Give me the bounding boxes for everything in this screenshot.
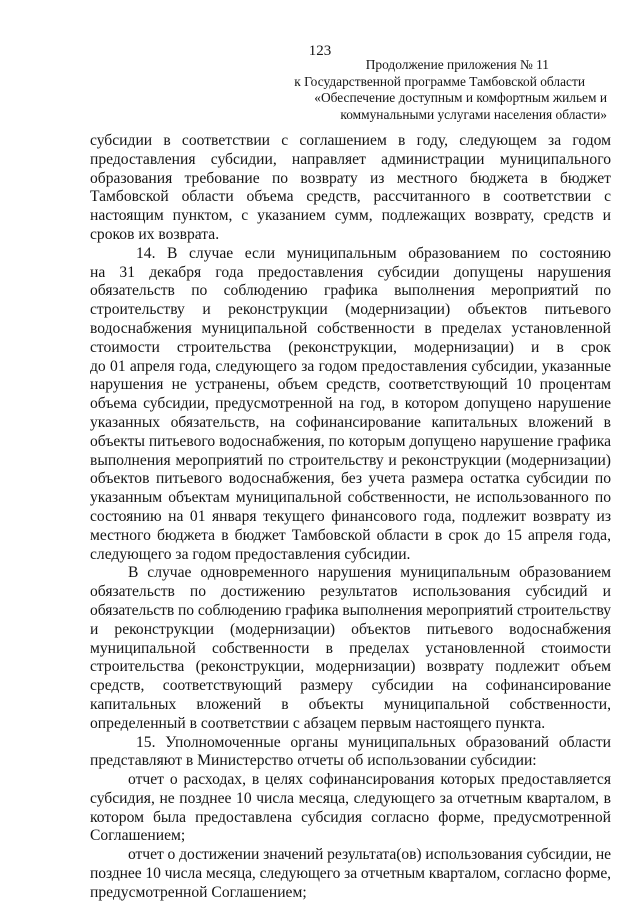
text-line: стоимости строительства (реконструкции, модернизации) и в срок: [90, 338, 611, 356]
paragraph-start: В случае одновременного нарушения муниципальным образованием: [128, 564, 611, 582]
text-line: обязательств по соблюдению графика выполнения мероприятий строительству: [90, 601, 611, 619]
text-line: сроков их возврата.: [90, 225, 220, 243]
text-line: строительства (реконструкции, модернизации) возврату подлежит объем: [90, 658, 611, 676]
text-line: местного бюджета в бюджет Тамбовской области в срок до 15 апреля года,: [90, 526, 611, 544]
text-line: нарушения не устранены, объем средств, соответствующий 10 процентам: [90, 376, 611, 394]
text-line: объекты питьевого водоснабжения, по которым допущено нарушение графика: [90, 432, 611, 450]
text-line: водоснабжения муниципальной собственности в пределах установленной: [90, 319, 611, 337]
text-line: строительству и реконструкции (модернизации) объектов питьевого: [90, 301, 611, 319]
text-line: указанных обязательств, на софинансирование капитальных вложений в: [90, 413, 611, 431]
paragraph-start: отчет о достижении значений результата(ов) использования субсидии, не: [128, 846, 611, 864]
document-body: [90, 132, 611, 903]
text-line: средств, соответствующий размеру субсидии на софинансирование: [90, 677, 611, 695]
text-line: капитальных вложений в объекты муниципальной собственности,: [90, 695, 611, 713]
text-line: настоящим пунктом, с указанием сумм, подлежащих возврату, средств и: [90, 207, 611, 225]
text-line: позднее 10 числа месяца, следующего за отчетным кварталом, согласно форме,: [90, 865, 611, 883]
text-line: состоянию на 01 января текущего финансового года, подлежит возврату из: [90, 507, 611, 525]
text-line: обязательств по достижению результатов использования субсидий и: [90, 583, 611, 601]
text-line: предусмотренной Соглашением;: [90, 883, 307, 901]
text-line: субсидии в соответствии с соглашением в году, следующем за годом: [90, 132, 611, 149]
text-line: обязательств по соблюдению графика выполнения мероприятий по: [90, 282, 611, 300]
text-line: определенный в соответствии с абзацем первым настоящего пункта.: [90, 714, 546, 732]
text-line: указанным объектам муниципальной собственности, не использованного по: [90, 489, 611, 507]
text-line: Соглашением;: [90, 827, 186, 845]
text-line: котором была предоставлена субсидия согласно форме, предусмотренной: [90, 808, 611, 826]
text-line: объектов питьевого водоснабжения, без учета размера остатка субсидии по: [90, 470, 611, 488]
paragraph-14-start: 14. В случае если муниципальным образованием по состоянию: [136, 244, 611, 262]
appendix-header: [277, 57, 607, 123]
text-line: муниципальной собственности в пределах установленной стоимости: [90, 639, 611, 657]
page-number: 123: [308, 43, 332, 59]
header-line: коммунальными услугами населения области»: [340, 106, 607, 122]
paragraph-15-start: 15. Уполномоченные органы муниципальных образований области: [136, 733, 611, 751]
text-line: и реконструкции (модернизации) объектов питьевого водоснабжения: [90, 620, 611, 638]
text-line: следующего за годом предоставления субсидии.: [90, 545, 411, 563]
text-line: Тамбовской области объема средств, рассчитанного в соответствии с: [90, 188, 611, 206]
text-line: субсидия, не позднее 10 числа месяца, следующего за отчетным кварталом, в: [90, 789, 611, 807]
text-line: объема субсидии, предусмотренной на год, в котором допущено нарушение: [90, 395, 611, 413]
text-line: образования требование по возврату из местного бюджета в бюджет: [90, 169, 611, 187]
text-line: до 01 апреля года, следующего за годом предоставления субсидии, указанные: [90, 357, 611, 375]
text-line: на 31 декабря года предоставления субсидии допущены нарушения: [90, 263, 611, 281]
header-line: Продолжение приложения № 11: [365, 57, 549, 72]
header-line: к Государственной программе Тамбовской области: [294, 73, 585, 89]
header-line: «Обеспечение доступным и комфортным жильем и: [314, 90, 607, 105]
text-line: представляют в Министерство отчеты об использовании субсидии:: [90, 752, 537, 770]
text-line: выполнения мероприятий по строительству и реконструкции (модернизации): [90, 451, 611, 469]
paragraph-start: отчет о расходах, в целях софинансирования которых предоставляется: [128, 771, 611, 789]
text-line: предоставления субсидии, направляет администрации муниципального: [90, 150, 611, 168]
